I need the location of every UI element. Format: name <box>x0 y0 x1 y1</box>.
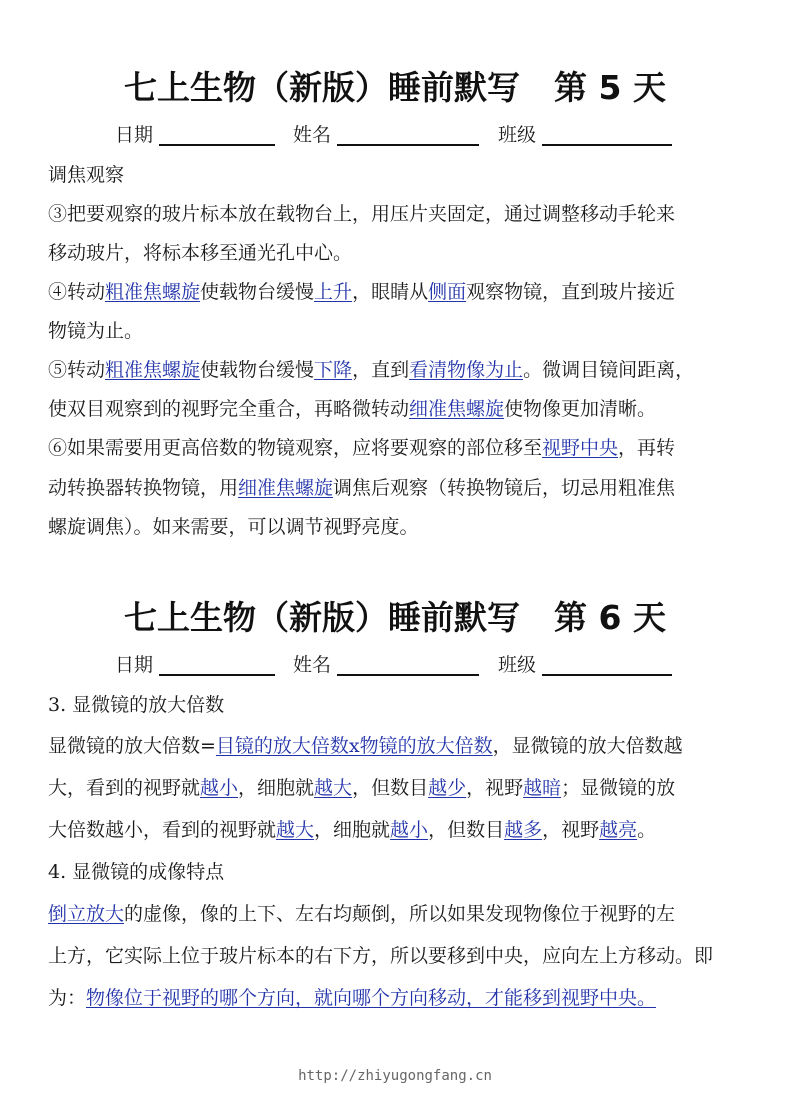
date-label: 日期 <box>115 124 154 146</box>
answer-blank: 越小 <box>390 819 429 841</box>
answer-blank: 细准焦螺旋 <box>238 477 334 499</box>
date-label: 日期 <box>115 654 154 676</box>
paragraph-line: 上方，它实际上位于玻片标本的右下方，所以要移到中央，应向左上方移动。即 <box>48 945 714 967</box>
name-blank <box>337 674 479 676</box>
date-blank <box>159 144 275 146</box>
answer-blank: 视野中央 <box>542 437 619 459</box>
section-heading: 4. 显微镜的成像特点 <box>48 861 225 883</box>
class-blank <box>542 674 672 676</box>
text-segment: ，但数目 <box>352 777 429 799</box>
text-segment: ，细胞就 <box>314 819 391 841</box>
text-segment: 大，看到的视野就 <box>48 777 201 799</box>
answer-blank: 侧面 <box>428 281 467 303</box>
text-segment: 使物像更加清晰。 <box>504 398 657 420</box>
answer-blank: 目镜的放大倍数x物镜的放大倍数 <box>215 735 493 757</box>
class-field <box>498 650 536 677</box>
title-day5 <box>0 62 790 109</box>
text-segment: ，视野 <box>466 777 524 799</box>
text-segment: ，显微镜的放大倍数越 <box>492 735 683 757</box>
class-label: 班级 <box>498 654 537 676</box>
text-segment: ；显微镜的放 <box>561 777 676 799</box>
name-label: 姓名 <box>293 124 332 146</box>
name-field <box>293 650 331 677</box>
text-segment: 观察物镜，直到玻片接近 <box>466 281 676 303</box>
class-label: 班级 <box>498 124 537 146</box>
date-blank <box>159 674 275 676</box>
text-segment: ⑥如果需要用更高倍数的物镜观察，应将要观察的部位移至 <box>48 437 543 459</box>
paragraph-line <box>48 357 694 383</box>
name-label: 姓名 <box>293 654 332 676</box>
text-segment: 使载物台缓慢 <box>200 359 315 381</box>
text-segment: 使载物台缓慢 <box>200 281 315 303</box>
date-field <box>115 650 153 677</box>
paragraph-line <box>48 733 683 759</box>
answer-blank: 越亮 <box>599 819 638 841</box>
title-main: 七上生物（新版）睡前默写 <box>124 68 521 107</box>
text-segment: 。微调目镜间距离， <box>523 359 695 381</box>
paragraph-line <box>48 901 675 927</box>
answer-blank: 粗准焦螺旋 <box>105 281 201 303</box>
paragraph-line <box>48 396 656 422</box>
date-field <box>115 120 153 147</box>
answer-blank: 物像位于视野的哪个方向，就向哪个方向移动，才能移到视野中央。 <box>86 987 657 1009</box>
text-segment: 调焦后观察（转换物镜后，切忌用粗准焦 <box>333 477 676 499</box>
answer-blank: 越多 <box>504 819 543 841</box>
text-segment: 显微镜的放大倍数= <box>48 735 216 757</box>
text-segment: 为： <box>48 987 87 1009</box>
answer-blank: 越大 <box>314 777 353 799</box>
paragraph-line <box>48 985 656 1011</box>
section-heading: 3. 显微镜的放大倍数 <box>48 694 225 716</box>
text-segment: ④转动 <box>48 281 106 303</box>
answer-blank: 越少 <box>428 777 467 799</box>
text-segment: ，直到 <box>352 359 410 381</box>
paragraph-line <box>48 817 656 843</box>
text-segment: ，视野 <box>542 819 600 841</box>
paragraph-line: 螺旋调焦）。如来需要，可以调节视野亮度。 <box>48 516 419 538</box>
answer-blank: 越暗 <box>523 777 562 799</box>
name-blank <box>337 144 479 146</box>
paragraph-line: ③把要观察的玻片标本放在载物台上，用压片夹固定，通过调整移动手轮来 <box>48 203 676 225</box>
name-field <box>293 120 331 147</box>
text-segment: ，细胞就 <box>238 777 315 799</box>
text-segment: ⑤转动 <box>48 359 106 381</box>
paragraph-line <box>48 775 675 801</box>
paragraph-line: 移动玻片，将标本移至通光孔中心。 <box>48 242 353 264</box>
title-day6 <box>0 592 790 639</box>
class-field <box>498 120 536 147</box>
text-segment: 动转换器转换物镜，用 <box>48 477 239 499</box>
text-segment: ，眼睛从 <box>352 281 429 303</box>
paragraph-line <box>48 279 675 305</box>
title-day: 第 6 天 <box>554 598 666 637</box>
text-segment: ，再转 <box>618 437 676 459</box>
paragraph-line: 物镜为止。 <box>48 320 144 342</box>
answer-blank: 粗准焦螺旋 <box>105 359 201 381</box>
title-main: 七上生物（新版）睡前默写 <box>124 598 521 637</box>
answer-blank: 上升 <box>314 281 353 303</box>
answer-blank: 倒立放大 <box>48 903 125 925</box>
text-segment: 大倍数越小，看到的视野就 <box>48 819 277 841</box>
title-day: 第 5 天 <box>554 68 666 107</box>
text-segment: ，但数目 <box>428 819 505 841</box>
answer-blank: 越小 <box>200 777 239 799</box>
answer-blank: 下降 <box>314 359 353 381</box>
text-segment: 。 <box>637 819 657 841</box>
paragraph-line <box>48 475 675 501</box>
answer-blank: 看清物像为止 <box>409 359 524 381</box>
answer-blank: 细准焦螺旋 <box>409 398 505 420</box>
footer-url[interactable]: http://zhiyugongfang.cn <box>298 1068 492 1084</box>
paragraph-line <box>48 435 675 461</box>
text-segment: 使双目观察到的视野完全重合，再略微转动 <box>48 398 410 420</box>
class-blank <box>542 144 672 146</box>
text-segment: 的虚像，像的上下、左右均颠倒，所以如果发现物像位于视野的左 <box>124 903 676 925</box>
answer-blank: 越大 <box>276 819 315 841</box>
section-heading: 调焦观察 <box>48 164 125 186</box>
